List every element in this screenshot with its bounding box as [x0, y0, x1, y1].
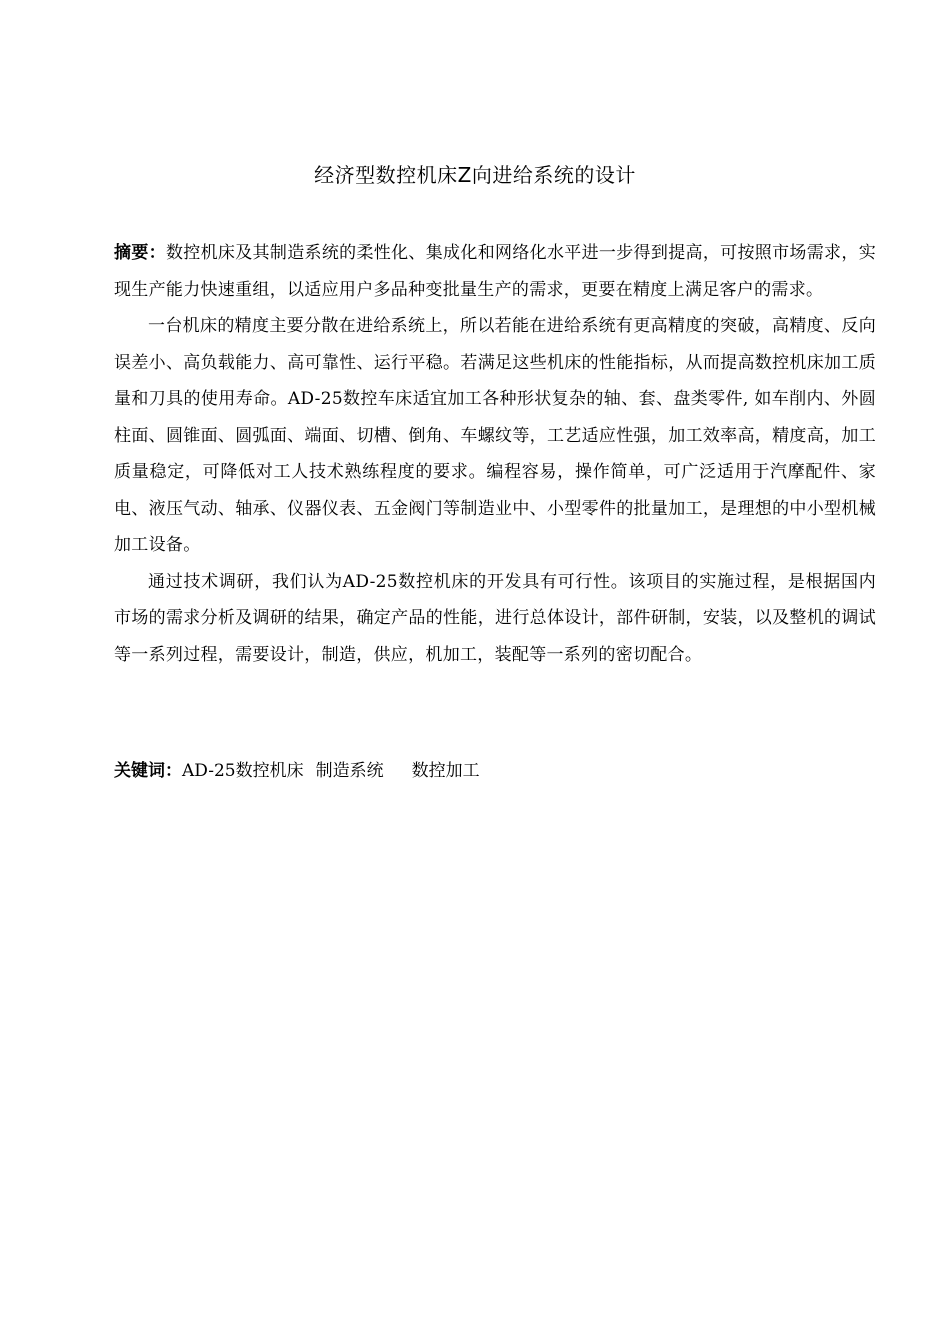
abstract-text-1: 数控机床及其制造系统的柔性化、集成化和网络化水平进一步得到提高，可按照市场需求，实现生产能力快速重组，以适应用户多品种变批量生产的需求，更要在精度上满足客户的需求。 [114, 243, 876, 300]
keywords-line [114, 756, 480, 786]
abstract-paragraph-2: 一台机床的精度主要分散在进给系统上，所以若能在进给系统有更高精度的突破，高精度、反向误差小、高负载能力、高可靠性、运行平稳。若满足这些机床的性能指标，从而提高数控机床加工质量和刀具的使用寿命。AD-25数控车床适宜加工各种形状复杂的轴、套、盘类零件, 如车削内、外圆柱面、圆锥面、圆弧面、端面、切槽、倒角、车螺纹等，工艺适应性强，加工效率高，精度高，加工质量稳定，可降低对工人技术熟练程度的要求。编程容易，操作简单，可广泛适用于汽摩配件、家电、液压气动、轴承、仪器仪表、五金阀门等制造业中、小型零件的批量加工，是理想的中小型机械加工设备。 [114, 316, 876, 555]
keyword-3: 数控加工 [411, 761, 480, 781]
page-title: 经济型数控机床Z向进给系统的设计 [314, 163, 636, 187]
abstract-label: 摘要： [114, 243, 166, 263]
abstract-paragraph-3: 通过技术调研，我们认为AD-25数控机床的开发具有可行性。该项目的实施过程，是根据国内市场的需求分析及调研的结果，确定产品的性能，进行总体设计，部件研制，安装，以及整机的调试等一系列过程，需要设计，制造，供应，机加工，装配等一系列的密切配合。 [114, 571, 876, 665]
abstract-section [114, 235, 876, 673]
keyword-1: AD-25数控机床 [182, 761, 304, 781]
abstract-paragraph-1 [114, 235, 876, 308]
keyword-2: 制造系统 [315, 761, 384, 781]
keywords-label: 关键词： [114, 761, 182, 781]
